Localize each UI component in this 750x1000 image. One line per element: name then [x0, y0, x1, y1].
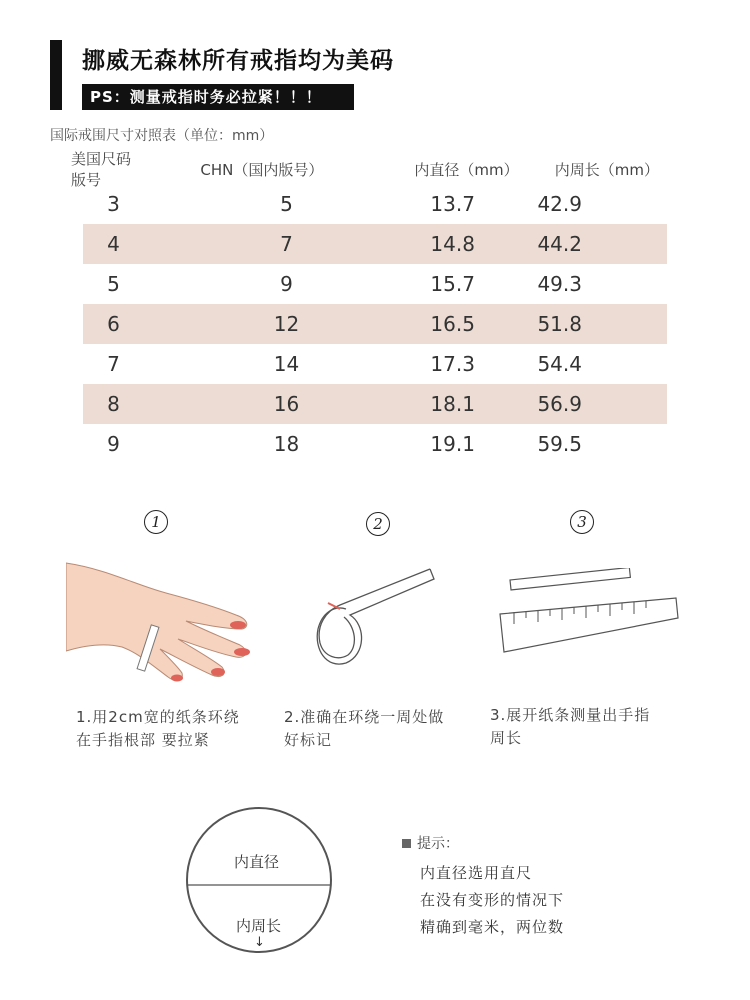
step-1-number-icon: 1 — [144, 508, 168, 534]
tips-heading: 提示： — [402, 833, 459, 853]
cell-chn-size: 12 — [273, 312, 300, 336]
step-2-text: 2.准确在环绕一周处做 好标记 — [284, 708, 445, 749]
cell-chn-size: 9 — [280, 272, 293, 296]
column-header-us-size: 美国尺码版号 — [71, 150, 132, 189]
cell-inner-circumference: 44.2 — [537, 232, 582, 256]
cell-inner-diameter: 15.7 — [430, 272, 475, 296]
cell-us-size: 5 — [107, 272, 120, 296]
size-table — [71, 150, 667, 464]
cell-inner-circumference: 59.5 — [537, 432, 582, 456]
step-1-text: 1.用2cm宽的纸条环绕 在手指根部 要拉紧 — [76, 708, 240, 749]
cell-chn-size: 5 — [280, 192, 293, 216]
cell-inner-diameter: 17.3 — [430, 352, 475, 376]
table-caption: 国际戒围尺寸对照表（单位：mm） — [50, 128, 274, 144]
looped-strip-illustration — [310, 565, 440, 670]
cell-inner-diameter: 14.8 — [430, 232, 475, 256]
table-row — [83, 184, 667, 224]
ring-diagram — [184, 805, 334, 955]
square-bullet-icon — [402, 839, 411, 848]
table-row — [83, 344, 667, 384]
column-header-inner-diameter: 内直径（mm） — [414, 160, 519, 179]
cell-chn-size: 7 — [280, 232, 293, 256]
ruler-measuring-illustration — [496, 568, 686, 658]
tip-line: 精确到毫米，两位数 — [420, 918, 565, 936]
cell-us-size: 8 — [107, 392, 120, 416]
tip-line: 内直径选用直尺 — [420, 864, 533, 882]
cell-chn-size: 16 — [273, 392, 300, 416]
step-3-text: 3.展开纸条测量出手指 周长 — [490, 706, 651, 747]
cell-us-size: 3 — [107, 192, 120, 216]
table-header-row — [71, 150, 667, 189]
column-header-inner-circumference: 内周长（mm） — [554, 160, 659, 179]
step-3-number-icon: 3 — [570, 508, 594, 534]
cell-us-size: 6 — [107, 312, 120, 336]
table-row — [83, 224, 667, 264]
cell-inner-diameter: 18.1 — [430, 392, 475, 416]
cell-inner-diameter: 19.1 — [430, 432, 475, 456]
inner-circumference-label: 内周长 — [236, 917, 282, 935]
cell-us-size: 9 — [107, 432, 120, 456]
cell-us-size: 4 — [107, 232, 120, 256]
cell-inner-diameter: 13.7 — [430, 192, 475, 216]
cell-inner-circumference: 56.9 — [537, 392, 582, 416]
title-accent-bar — [50, 40, 62, 110]
column-header-chn-size: CHN（国内版号） — [200, 160, 324, 179]
step-2-number-icon: 2 — [366, 510, 390, 536]
table-row — [83, 384, 667, 424]
cell-inner-circumference: 49.3 — [537, 272, 582, 296]
table-row — [83, 304, 667, 344]
cell-inner-circumference: 54.4 — [537, 352, 582, 376]
cell-us-size: 7 — [107, 352, 120, 376]
hand-wrapping-strip-illustration — [66, 555, 256, 690]
inner-diameter-label: 内直径 — [234, 853, 280, 871]
cell-chn-size: 14 — [273, 352, 300, 376]
cell-inner-circumference: 51.8 — [537, 312, 582, 336]
page-title: 挪威无森林所有戒指均为美码 — [82, 48, 394, 74]
cell-chn-size: 18 — [273, 432, 300, 456]
table-row — [83, 424, 667, 464]
cell-inner-diameter: 16.5 — [430, 312, 475, 336]
down-arrow-icon: ↓ — [254, 935, 265, 950]
table-row — [83, 264, 667, 304]
tip-line: 在没有变形的情况下 — [420, 891, 565, 909]
cell-inner-circumference: 42.9 — [537, 192, 582, 216]
ps-notice: PS：测量戒指时务必拉紧！！！ — [82, 84, 354, 110]
